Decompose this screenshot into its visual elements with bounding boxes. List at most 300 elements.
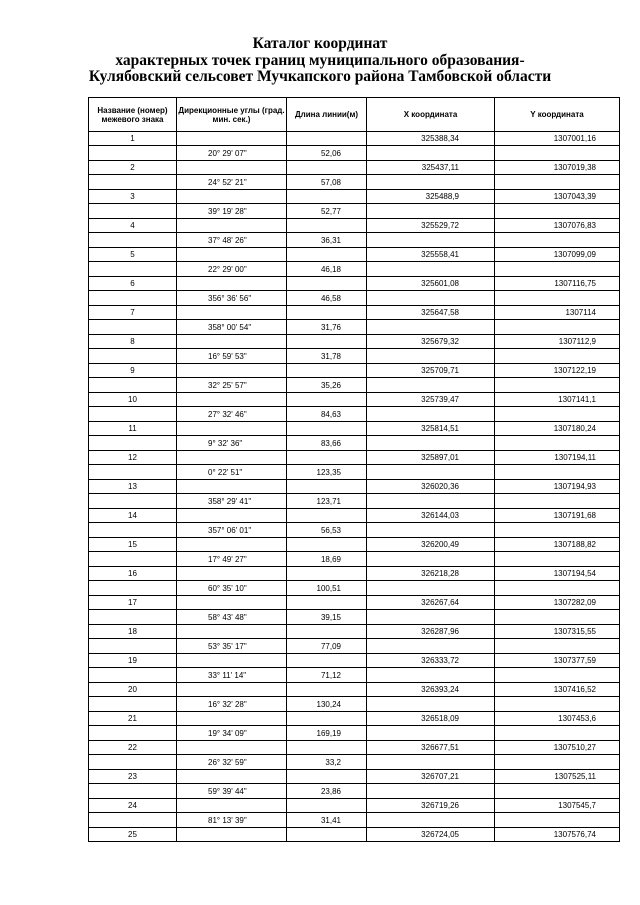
y-cell-empty bbox=[495, 726, 620, 741]
direction-angle: 16° 59' 53" bbox=[177, 349, 287, 364]
length-cell-empty bbox=[287, 799, 367, 813]
table-row bbox=[89, 436, 620, 451]
line-length: 35,26 bbox=[287, 378, 367, 393]
table-row bbox=[89, 567, 620, 581]
y-cell-empty bbox=[495, 378, 620, 393]
y-cell-empty bbox=[495, 697, 620, 712]
coordinate-catalog-table bbox=[88, 97, 620, 842]
y-cell-empty bbox=[495, 175, 620, 190]
header-angles: Дирекционные углы (град. мин. сек.) bbox=[177, 98, 287, 132]
line-length: 77,09 bbox=[287, 639, 367, 654]
point-number: 23 bbox=[89, 770, 177, 784]
line-length: 46,58 bbox=[287, 291, 367, 306]
table-row bbox=[89, 161, 620, 175]
direction-angle: 81° 13' 39" bbox=[177, 813, 287, 828]
x-cell-empty bbox=[367, 755, 495, 770]
line-length: 123,35 bbox=[287, 465, 367, 480]
direction-angle: 20° 29' 07" bbox=[177, 146, 287, 161]
length-cell-empty bbox=[287, 654, 367, 668]
point-cell-empty bbox=[89, 494, 177, 509]
point-number: 1 bbox=[89, 132, 177, 146]
point-number: 5 bbox=[89, 248, 177, 262]
y-cell-empty bbox=[495, 204, 620, 219]
x-cell-empty bbox=[367, 610, 495, 625]
y-cell-empty bbox=[495, 291, 620, 306]
point-number: 7 bbox=[89, 306, 177, 320]
angle-cell-empty bbox=[177, 538, 287, 552]
table-row bbox=[89, 190, 620, 204]
length-cell-empty bbox=[287, 422, 367, 436]
table-row bbox=[89, 480, 620, 494]
line-length: 33,2 bbox=[287, 755, 367, 770]
table-row bbox=[89, 668, 620, 683]
line-length: 23,86 bbox=[287, 784, 367, 799]
table-header-row bbox=[89, 98, 620, 132]
x-coordinate: 325558,41 bbox=[367, 248, 495, 262]
x-coordinate: 325529,72 bbox=[367, 219, 495, 233]
point-cell-empty bbox=[89, 233, 177, 248]
direction-angle: 16° 32' 28" bbox=[177, 697, 287, 712]
x-coordinate: 326333,72 bbox=[367, 654, 495, 668]
x-cell-empty bbox=[367, 407, 495, 422]
x-cell-empty bbox=[367, 668, 495, 683]
table-row bbox=[89, 581, 620, 596]
table-row bbox=[89, 335, 620, 349]
table-row bbox=[89, 712, 620, 726]
angle-cell-empty bbox=[177, 306, 287, 320]
x-cell-empty bbox=[367, 436, 495, 451]
x-coordinate: 325488,9 bbox=[367, 190, 495, 204]
y-cell-empty bbox=[495, 755, 620, 770]
y-coordinate: 1307194,11 bbox=[495, 451, 620, 465]
x-coordinate: 325647,58 bbox=[367, 306, 495, 320]
y-cell-empty bbox=[495, 784, 620, 799]
y-cell-empty bbox=[495, 668, 620, 683]
point-cell-empty bbox=[89, 465, 177, 480]
y-cell-empty bbox=[495, 349, 620, 364]
y-coordinate: 1307188,82 bbox=[495, 538, 620, 552]
x-coordinate: 325601,08 bbox=[367, 277, 495, 291]
line-length: 31,41 bbox=[287, 813, 367, 828]
line-length: 100,51 bbox=[287, 581, 367, 596]
table-row bbox=[89, 726, 620, 741]
length-cell-empty bbox=[287, 770, 367, 784]
table-row bbox=[89, 422, 620, 436]
x-cell-empty bbox=[367, 262, 495, 277]
y-coordinate: 1307416,52 bbox=[495, 683, 620, 697]
x-coordinate: 326287,96 bbox=[367, 625, 495, 639]
y-cell-empty bbox=[495, 146, 620, 161]
angle-cell-empty bbox=[177, 393, 287, 407]
y-coordinate: 1307180,24 bbox=[495, 422, 620, 436]
point-cell-empty bbox=[89, 610, 177, 625]
length-cell-empty bbox=[287, 712, 367, 726]
length-cell-empty bbox=[287, 364, 367, 378]
angle-cell-empty bbox=[177, 625, 287, 639]
point-number: 21 bbox=[89, 712, 177, 726]
direction-angle: 27° 32' 46" bbox=[177, 407, 287, 422]
length-cell-empty bbox=[287, 190, 367, 204]
angle-cell-empty bbox=[177, 712, 287, 726]
x-cell-empty bbox=[367, 523, 495, 538]
x-coordinate: 326144,03 bbox=[367, 509, 495, 523]
x-coordinate: 325679,32 bbox=[367, 335, 495, 349]
point-cell-empty bbox=[89, 523, 177, 538]
direction-angle: 358° 00' 54" bbox=[177, 320, 287, 335]
angle-cell-empty bbox=[177, 683, 287, 697]
y-coordinate: 1307191,68 bbox=[495, 509, 620, 523]
length-cell-empty bbox=[287, 335, 367, 349]
point-number: 4 bbox=[89, 219, 177, 233]
length-cell-empty bbox=[287, 248, 367, 262]
line-length: 46,18 bbox=[287, 262, 367, 277]
x-cell-empty bbox=[367, 726, 495, 741]
table-row bbox=[89, 393, 620, 407]
y-cell-empty bbox=[495, 320, 620, 335]
y-coordinate: 1307194,93 bbox=[495, 480, 620, 494]
direction-angle: 9° 32' 36" bbox=[177, 436, 287, 451]
direction-angle: 60° 35' 10" bbox=[177, 581, 287, 596]
point-number: 25 bbox=[89, 828, 177, 842]
table-row bbox=[89, 262, 620, 277]
line-length: 39,15 bbox=[287, 610, 367, 625]
line-length: 36,31 bbox=[287, 233, 367, 248]
point-number: 9 bbox=[89, 364, 177, 378]
table-row bbox=[89, 596, 620, 610]
direction-angle: 53° 35' 17" bbox=[177, 639, 287, 654]
y-coordinate: 1307099,09 bbox=[495, 248, 620, 262]
table-row bbox=[89, 320, 620, 335]
y-coordinate: 1307114 bbox=[495, 306, 620, 320]
x-coordinate: 326518,09 bbox=[367, 712, 495, 726]
x-coordinate: 326218,28 bbox=[367, 567, 495, 581]
angle-cell-empty bbox=[177, 248, 287, 262]
table-row bbox=[89, 146, 620, 161]
y-coordinate: 1307019,38 bbox=[495, 161, 620, 175]
length-cell-empty bbox=[287, 596, 367, 610]
line-length: 169,19 bbox=[287, 726, 367, 741]
table-row bbox=[89, 291, 620, 306]
y-coordinate: 1307377,59 bbox=[495, 654, 620, 668]
table-row bbox=[89, 538, 620, 552]
angle-cell-empty bbox=[177, 335, 287, 349]
y-cell-empty bbox=[495, 813, 620, 828]
line-length: 57,08 bbox=[287, 175, 367, 190]
x-coordinate: 326719,26 bbox=[367, 799, 495, 813]
point-cell-empty bbox=[89, 291, 177, 306]
y-cell-empty bbox=[495, 581, 620, 596]
x-cell-empty bbox=[367, 552, 495, 567]
direction-angle: 357° 06' 01" bbox=[177, 523, 287, 538]
direction-angle: 32° 25' 57" bbox=[177, 378, 287, 393]
x-coordinate: 325814,51 bbox=[367, 422, 495, 436]
y-cell-empty bbox=[495, 494, 620, 509]
y-cell-empty bbox=[495, 523, 620, 538]
table-row bbox=[89, 277, 620, 291]
direction-angle: 17° 49' 27" bbox=[177, 552, 287, 567]
point-number: 19 bbox=[89, 654, 177, 668]
x-coordinate: 325709,71 bbox=[367, 364, 495, 378]
line-length: 130,24 bbox=[287, 697, 367, 712]
point-cell-empty bbox=[89, 784, 177, 799]
line-length: 31,76 bbox=[287, 320, 367, 335]
table-row bbox=[89, 610, 620, 625]
y-coordinate: 1307116,75 bbox=[495, 277, 620, 291]
length-cell-empty bbox=[287, 393, 367, 407]
point-number: 15 bbox=[89, 538, 177, 552]
table-row bbox=[89, 407, 620, 422]
direction-angle: 59° 39' 44" bbox=[177, 784, 287, 799]
x-cell-empty bbox=[367, 465, 495, 480]
table-row bbox=[89, 755, 620, 770]
direction-angle: 22° 29' 00" bbox=[177, 262, 287, 277]
point-cell-empty bbox=[89, 581, 177, 596]
table-row bbox=[89, 204, 620, 219]
length-cell-empty bbox=[287, 538, 367, 552]
point-cell-empty bbox=[89, 146, 177, 161]
table-row bbox=[89, 378, 620, 393]
x-cell-empty bbox=[367, 697, 495, 712]
y-coordinate: 1307282,09 bbox=[495, 596, 620, 610]
y-coordinate: 1307194,54 bbox=[495, 567, 620, 581]
y-coordinate: 1307001,16 bbox=[495, 132, 620, 146]
point-cell-empty bbox=[89, 407, 177, 422]
table-row bbox=[89, 248, 620, 262]
y-coordinate: 1307545,7 bbox=[495, 799, 620, 813]
y-cell-empty bbox=[495, 639, 620, 654]
angle-cell-empty bbox=[177, 132, 287, 146]
angle-cell-empty bbox=[177, 596, 287, 610]
line-length: 31,78 bbox=[287, 349, 367, 364]
table-body bbox=[89, 132, 620, 842]
angle-cell-empty bbox=[177, 190, 287, 204]
point-cell-empty bbox=[89, 378, 177, 393]
point-cell-empty bbox=[89, 552, 177, 567]
direction-angle: 356° 36' 56" bbox=[177, 291, 287, 306]
angle-cell-empty bbox=[177, 567, 287, 581]
line-length: 83,66 bbox=[287, 436, 367, 451]
point-cell-empty bbox=[89, 436, 177, 451]
table-row bbox=[89, 741, 620, 755]
y-coordinate: 1307141,1 bbox=[495, 393, 620, 407]
table-row bbox=[89, 523, 620, 538]
table-row bbox=[89, 828, 620, 842]
point-number: 3 bbox=[89, 190, 177, 204]
y-coordinate: 1307525,11 bbox=[495, 770, 620, 784]
point-cell-empty bbox=[89, 320, 177, 335]
table-row bbox=[89, 451, 620, 465]
y-coordinate: 1307043,39 bbox=[495, 190, 620, 204]
direction-angle: 24° 52' 21" bbox=[177, 175, 287, 190]
direction-angle: 58° 43' 48" bbox=[177, 610, 287, 625]
table-row bbox=[89, 364, 620, 378]
x-cell-empty bbox=[367, 233, 495, 248]
x-cell-empty bbox=[367, 146, 495, 161]
y-cell-empty bbox=[495, 407, 620, 422]
y-cell-empty bbox=[495, 610, 620, 625]
line-length: 123,71 bbox=[287, 494, 367, 509]
y-coordinate: 1307315,55 bbox=[495, 625, 620, 639]
x-cell-empty bbox=[367, 204, 495, 219]
point-number: 18 bbox=[89, 625, 177, 639]
x-cell-empty bbox=[367, 639, 495, 654]
length-cell-empty bbox=[287, 828, 367, 842]
y-coordinate: 1307510,27 bbox=[495, 741, 620, 755]
length-cell-empty bbox=[287, 161, 367, 175]
length-cell-empty bbox=[287, 132, 367, 146]
table-row bbox=[89, 639, 620, 654]
point-number: 14 bbox=[89, 509, 177, 523]
table-row bbox=[89, 306, 620, 320]
x-cell-empty bbox=[367, 813, 495, 828]
direction-angle: 37° 48' 26" bbox=[177, 233, 287, 248]
line-length: 18,69 bbox=[287, 552, 367, 567]
length-cell-empty bbox=[287, 683, 367, 697]
table-row bbox=[89, 683, 620, 697]
table-row bbox=[89, 784, 620, 799]
angle-cell-empty bbox=[177, 509, 287, 523]
angle-cell-empty bbox=[177, 654, 287, 668]
direction-angle: 33° 11' 14" bbox=[177, 668, 287, 683]
angle-cell-empty bbox=[177, 828, 287, 842]
point-number: 11 bbox=[89, 422, 177, 436]
x-cell-empty bbox=[367, 494, 495, 509]
angle-cell-empty bbox=[177, 161, 287, 175]
table-row bbox=[89, 625, 620, 639]
x-coordinate: 325388,34 bbox=[367, 132, 495, 146]
title-line-2: характерных точек границ муниципального образования- bbox=[115, 51, 525, 69]
point-cell-empty bbox=[89, 349, 177, 364]
point-cell-empty bbox=[89, 697, 177, 712]
table-row bbox=[89, 509, 620, 523]
angle-cell-empty bbox=[177, 219, 287, 233]
x-coordinate: 325739,47 bbox=[367, 393, 495, 407]
x-coordinate: 326200,49 bbox=[367, 538, 495, 552]
angle-cell-empty bbox=[177, 422, 287, 436]
point-number: 8 bbox=[89, 335, 177, 349]
point-number: 17 bbox=[89, 596, 177, 610]
line-length: 56,53 bbox=[287, 523, 367, 538]
point-cell-empty bbox=[89, 204, 177, 219]
header-x: X координата bbox=[367, 98, 495, 132]
point-number: 10 bbox=[89, 393, 177, 407]
table-row bbox=[89, 219, 620, 233]
point-number: 16 bbox=[89, 567, 177, 581]
y-coordinate: 1307122,19 bbox=[495, 364, 620, 378]
length-cell-empty bbox=[287, 741, 367, 755]
line-length: 52,77 bbox=[287, 204, 367, 219]
title-line-1: Каталог координат bbox=[252, 35, 388, 52]
y-cell-empty bbox=[495, 233, 620, 248]
length-cell-empty bbox=[287, 451, 367, 465]
x-cell-empty bbox=[367, 175, 495, 190]
line-length: 52,06 bbox=[287, 146, 367, 161]
point-number: 12 bbox=[89, 451, 177, 465]
length-cell-empty bbox=[287, 306, 367, 320]
line-length: 71,12 bbox=[287, 668, 367, 683]
x-coordinate: 326020,36 bbox=[367, 480, 495, 494]
header-name: Название (номер) межевого знака bbox=[89, 98, 177, 132]
length-cell-empty bbox=[287, 625, 367, 639]
point-cell-empty bbox=[89, 726, 177, 741]
length-cell-empty bbox=[287, 219, 367, 233]
table-row bbox=[89, 799, 620, 813]
angle-cell-empty bbox=[177, 799, 287, 813]
x-cell-empty bbox=[367, 320, 495, 335]
angle-cell-empty bbox=[177, 770, 287, 784]
header-length: Длина линии(м) bbox=[287, 98, 367, 132]
title-line-3: Кулябовский сельсовет Мучкапского района Тамбовской области bbox=[88, 68, 552, 85]
direction-angle: 0° 22' 51" bbox=[177, 465, 287, 480]
point-cell-empty bbox=[89, 262, 177, 277]
table-row bbox=[89, 813, 620, 828]
point-number: 22 bbox=[89, 741, 177, 755]
table-row bbox=[89, 175, 620, 190]
table-row bbox=[89, 697, 620, 712]
table-row bbox=[89, 654, 620, 668]
x-cell-empty bbox=[367, 349, 495, 364]
length-cell-empty bbox=[287, 277, 367, 291]
point-number: 6 bbox=[89, 277, 177, 291]
header-y: Y координата bbox=[495, 98, 620, 132]
table-row bbox=[89, 552, 620, 567]
x-coordinate: 325437,11 bbox=[367, 161, 495, 175]
y-cell-empty bbox=[495, 465, 620, 480]
y-cell-empty bbox=[495, 552, 620, 567]
point-cell-empty bbox=[89, 813, 177, 828]
line-length: 84,63 bbox=[287, 407, 367, 422]
angle-cell-empty bbox=[177, 741, 287, 755]
table-row bbox=[89, 349, 620, 364]
table-row bbox=[89, 465, 620, 480]
point-number: 13 bbox=[89, 480, 177, 494]
length-cell-empty bbox=[287, 567, 367, 581]
y-coordinate: 1307112,9 bbox=[495, 335, 620, 349]
point-number: 24 bbox=[89, 799, 177, 813]
x-coordinate: 326267,64 bbox=[367, 596, 495, 610]
x-coordinate: 325897,01 bbox=[367, 451, 495, 465]
table-row bbox=[89, 494, 620, 509]
x-coordinate: 326724,05 bbox=[367, 828, 495, 842]
y-cell-empty bbox=[495, 436, 620, 451]
table-row bbox=[89, 132, 620, 146]
document-title bbox=[0, 36, 640, 86]
direction-angle: 358° 29' 41" bbox=[177, 494, 287, 509]
y-cell-empty bbox=[495, 262, 620, 277]
direction-angle: 26° 32' 59" bbox=[177, 755, 287, 770]
y-coordinate: 1307076,83 bbox=[495, 219, 620, 233]
length-cell-empty bbox=[287, 509, 367, 523]
table-row bbox=[89, 233, 620, 248]
direction-angle: 39° 19' 28" bbox=[177, 204, 287, 219]
y-coordinate: 1307576,74 bbox=[495, 828, 620, 842]
point-cell-empty bbox=[89, 175, 177, 190]
point-cell-empty bbox=[89, 639, 177, 654]
angle-cell-empty bbox=[177, 480, 287, 494]
x-coordinate: 326393,24 bbox=[367, 683, 495, 697]
x-coordinate: 326707,21 bbox=[367, 770, 495, 784]
y-coordinate: 1307453,6 bbox=[495, 712, 620, 726]
point-cell-empty bbox=[89, 668, 177, 683]
x-cell-empty bbox=[367, 291, 495, 306]
x-coordinate: 326677,51 bbox=[367, 741, 495, 755]
angle-cell-empty bbox=[177, 277, 287, 291]
angle-cell-empty bbox=[177, 451, 287, 465]
x-cell-empty bbox=[367, 784, 495, 799]
point-cell-empty bbox=[89, 755, 177, 770]
point-number: 20 bbox=[89, 683, 177, 697]
table-row bbox=[89, 770, 620, 784]
